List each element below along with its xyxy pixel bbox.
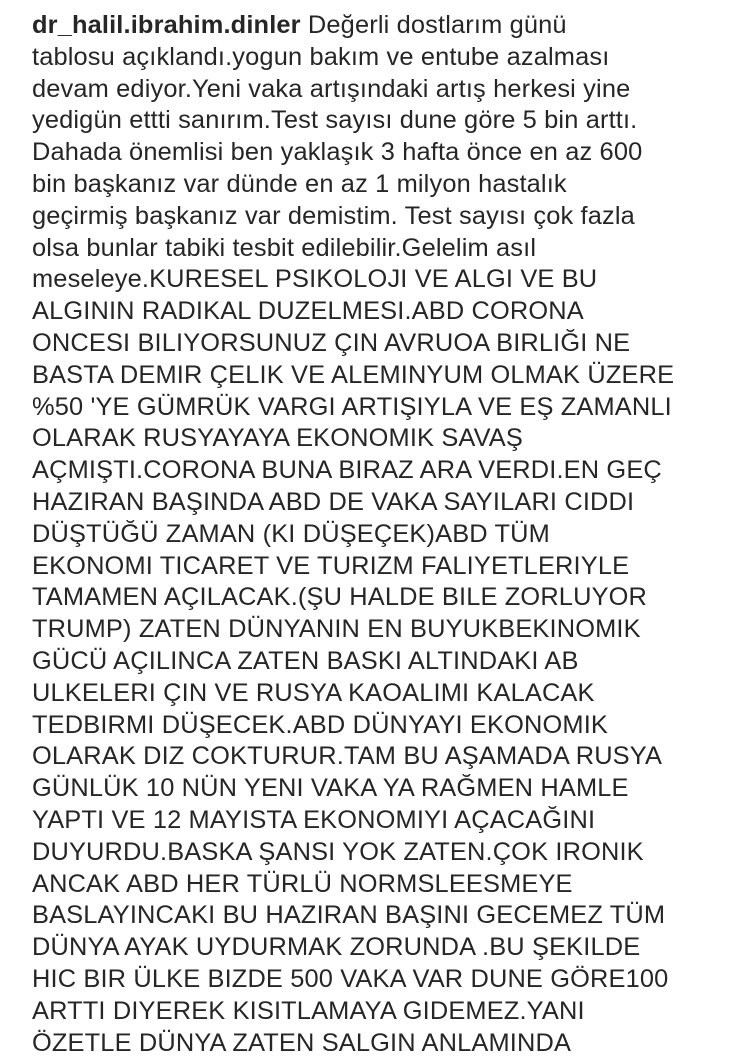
caption-line: ANCAK ABD HER TÜRLÜ NORMSLEESMEYE bbox=[32, 869, 712, 901]
caption-line: GÜCÜ AÇILINCA ZATEN BASKI ALTINDAKI AB bbox=[32, 646, 712, 678]
caption-line: OLARAK DIZ COKTURUR.TAM BU AŞAMADA RUSYA bbox=[32, 741, 712, 773]
caption-line: AÇMIŞTI.CORONA BUNA BIRAZ ARA VERDI.EN GEÇ bbox=[32, 455, 712, 487]
caption-line: olsa bunlar tabiki tesbit edilebilir.Gelelim asıl bbox=[32, 233, 712, 265]
caption-line: HIC BIR ÜLKE BIZDE 500 VAKA VAR DUNE GÖRE100 bbox=[32, 964, 712, 996]
caption-line: OLARAK RUSYAYAYA EKONOMIK SAVAŞ bbox=[32, 423, 712, 455]
caption-line: Dahada önemlisi ben yaklaşık 3 hafta önce en az 600 bbox=[32, 137, 712, 169]
caption-line: %50 'YE GÜMRÜK VARGI ARTIŞIYLA VE EŞ ZAMANLI bbox=[32, 392, 712, 424]
caption-line: BASTA DEMIR ÇELIK VE ALEMINYUM OLMAK ÜZERE bbox=[32, 360, 712, 392]
caption-line: GÜNLÜK 10 NÜN YENI VAKA YA RAĞMEN HAMLE bbox=[32, 773, 712, 805]
caption-line: EKONOMI TICARET VE TURIZM FALIYETLERIYLE bbox=[32, 551, 712, 583]
caption-line: DÜŞTÜĞÜ ZAMAN (KI DÜŞEÇEK)ABD TÜM bbox=[32, 519, 712, 551]
caption-line: HAZIRAN BAŞINDA ABD DE VAKA SAYILARI CIDDI bbox=[32, 487, 712, 519]
caption-line: ULKELERI ÇIN VE RUSYA KAOALIMI KALACAK bbox=[32, 678, 712, 710]
caption-line: TEDBIRMI DÜŞECEK.ABD DÜNYAYI EKONOMIK bbox=[32, 710, 712, 742]
caption-line: YAPTI VE 12 MAYISTA EKONOMIYI AÇACAĞINI bbox=[32, 805, 712, 837]
post-caption bbox=[32, 10, 712, 1059]
caption-line: bin başkanız var dünde en az 1 milyon hastalık bbox=[32, 169, 712, 201]
caption-line: yedigün ettti sanırım.Test sayısı dune göre 5 bin arttı. bbox=[32, 105, 712, 137]
caption-line: devam ediyor.Yeni vaka artışındaki artış herkesi yine bbox=[32, 74, 712, 106]
caption-line: BASLAYINCAKI BU HAZIRAN BAŞINI GECEMEZ TÜM bbox=[32, 900, 712, 932]
caption-line: ÖZETLE DÜNYA ZATEN SALGIN ANLAMINDA bbox=[32, 1028, 712, 1059]
caption-line bbox=[32, 10, 712, 42]
caption-line: geçirmiş başkanız var demistim. Test sayısı çok fazla bbox=[32, 201, 712, 233]
username-link[interactable]: dr_halil.ibrahim.dinler bbox=[32, 11, 301, 39]
caption-line: ARTTI DIYEREK KISITLAMAYA GIDEMEZ.YANI bbox=[32, 996, 712, 1028]
caption-line: DÜNYA AYAK UYDURMAK ZORUNDA .BU ŞEKILDE bbox=[32, 932, 712, 964]
caption-line: ALGININ RADIKAL DUZELMESI.ABD CORONA bbox=[32, 296, 712, 328]
caption-line: tablosu açıklandı.yogun bakım ve entube azalması bbox=[32, 42, 712, 74]
caption-line: ONCESI BILIYORSUNUZ ÇIN AVRUOA BIRLIĞI NE bbox=[32, 328, 712, 360]
caption-line: TRUMP) ZATEN DÜNYANIN EN BUYUKBEKINOMIK bbox=[32, 614, 712, 646]
caption-line: TAMAMEN AÇILACAK.(ŞU HALDE BILE ZORLUYOR bbox=[32, 582, 712, 614]
caption-line: DUYURDU.BASKA ŞANSI YOK ZATEN.ÇOK IRONIK bbox=[32, 837, 712, 869]
caption-text: Değerli dostlarım günü bbox=[308, 11, 567, 39]
caption-line: meseleye.KURESEL PSIKOLOJI VE ALGI VE BU bbox=[32, 264, 712, 296]
